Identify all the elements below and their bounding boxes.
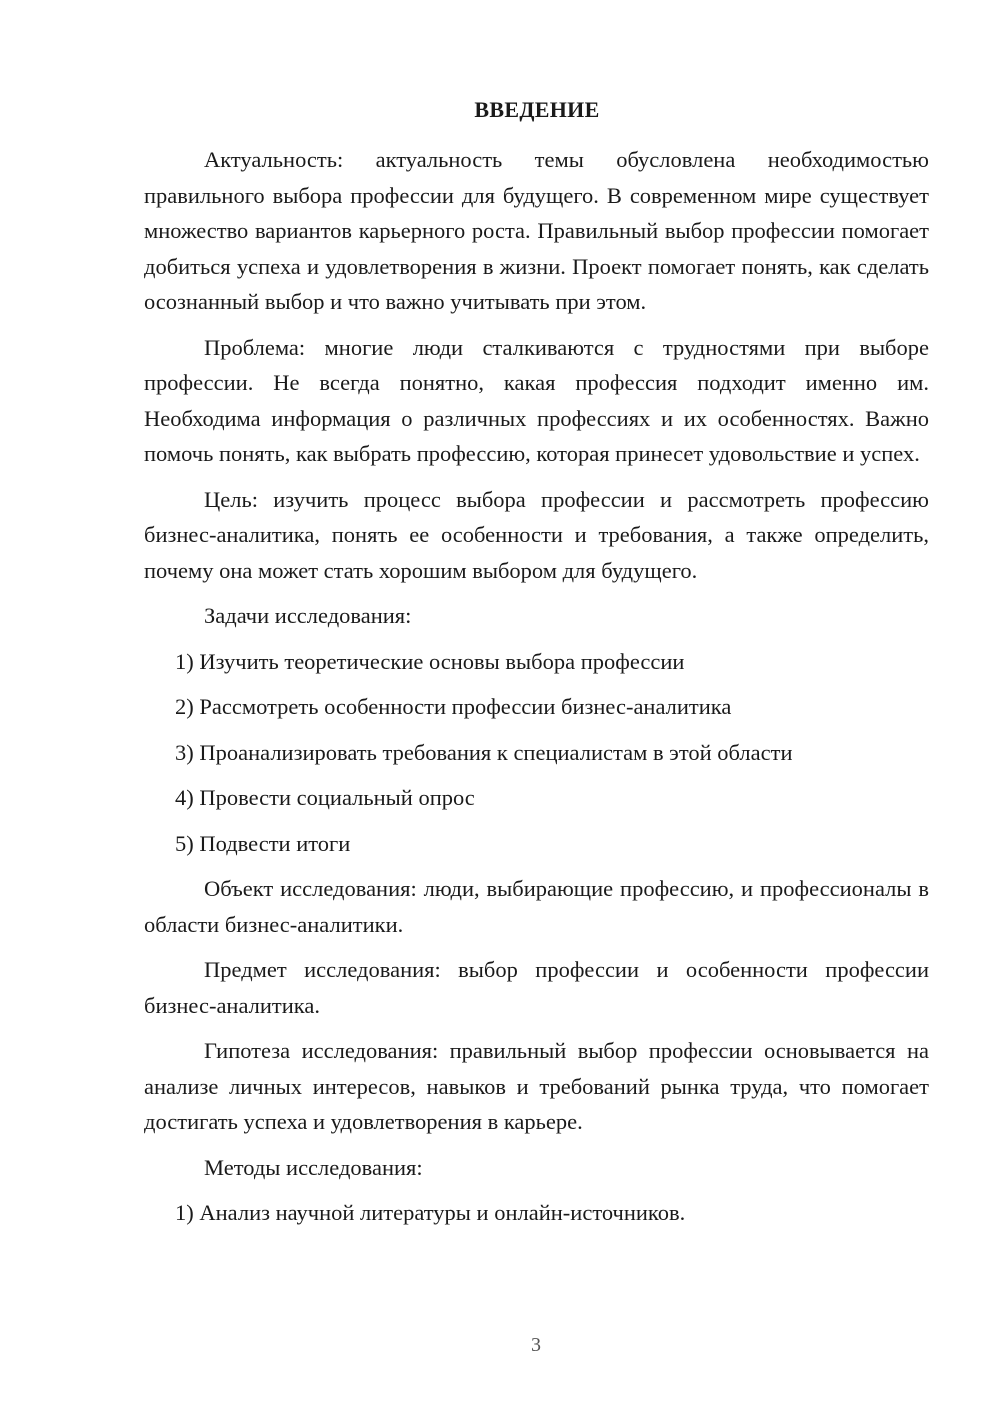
task-item-1: 1) Изучить теоретические основы выбора профессии	[175, 648, 685, 674]
task-item-4: 4) Провести социальный опрос	[175, 785, 475, 810]
paragraph-object: Объект исследования: люди, выбирающие профессию, и профессионалы в области бизнес-аналитики.	[144, 876, 929, 937]
page-number: 3	[531, 1334, 541, 1356]
paragraph-hypothesis: Гипотеза исследования: правильный выбор профессии основывается на анализе личных интересов, навыков и требований рынка труда, что помогает достигать успеха и удовлетворения в карьере.	[144, 1038, 929, 1134]
page-title: ВВЕДЕНИЕ	[474, 97, 600, 122]
paragraph-problem: Проблема: многие люди сталкиваются с трудностями при выборе профессии. Не всегда понятно, какая профессия подходит именно им. Необходима информация о различных профессиях и их особенностях. Важно помочь понять, как выбрать профессию, которая принесет удовольствие и успех.	[144, 334, 929, 466]
paragraph-relevance: Актуальность: актуальность темы обусловлена необходимостью правильного выбора профессии для будущего. В современном мире существует множество вариантов карьерного роста. Правильный выбор профессии помогает добиться успеха и удовлетворения в жизни. Проект помогает понять, как сделать осознанный выбор и что важно учитывать при этом.	[144, 147, 929, 314]
task-item-3: 3) Проанализировать требования к специалистам в этой области	[175, 739, 793, 765]
method-item-1: 1) Анализ научной литературы и онлайн-источников.	[175, 1200, 686, 1225]
task-item-5: 5) Подвести итоги	[175, 830, 351, 856]
task-item-2: 2) Рассмотреть особенности профессии бизнес-аналитика	[175, 694, 732, 719]
paragraph-subject: Предмет исследования: выбор профессии и особенности профессии бизнес-аналитика.	[144, 957, 929, 1018]
tasks-heading: Задачи исследования:	[204, 603, 412, 628]
document-body	[144, 142, 929, 1241]
methods-heading: Методы исследования:	[204, 1154, 423, 1180]
paragraph-goal: Цель: изучить процесс выбора профессии и рассмотреть профессию бизнес-аналитика, понять ее особенности и требования, а также определить, почему она может стать хорошим выбором для будущего.	[144, 486, 929, 583]
